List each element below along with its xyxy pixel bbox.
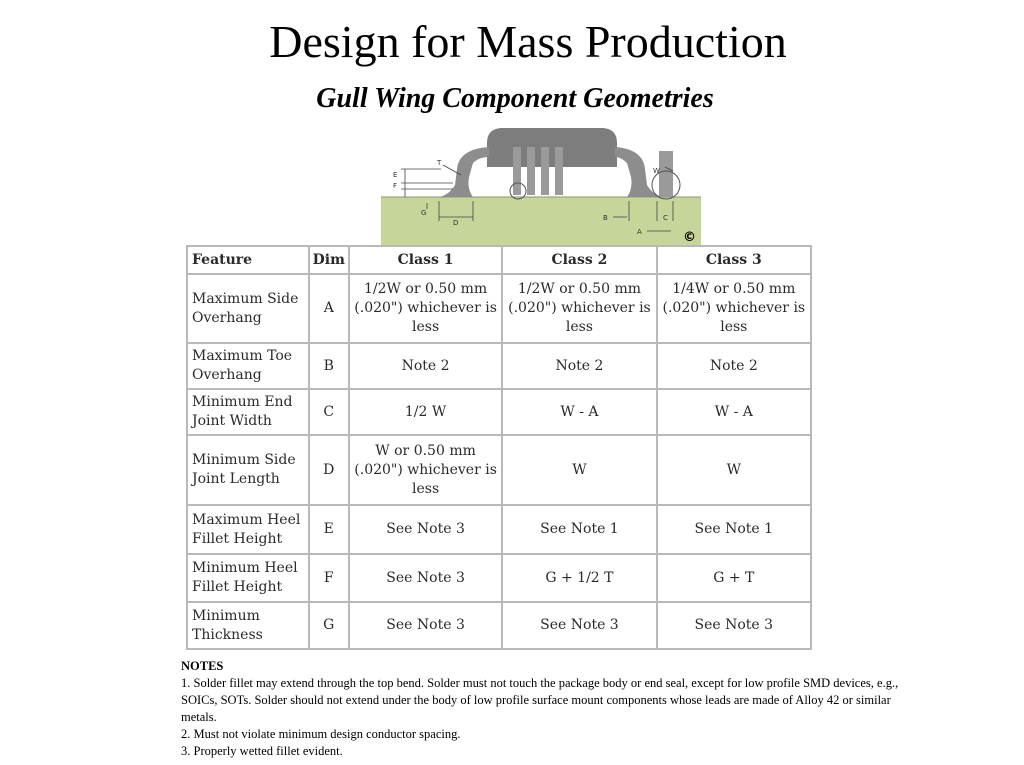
dim-cell: A [309, 274, 349, 343]
table-row [187, 602, 811, 649]
copyright-mark: © [683, 230, 696, 245]
slide-title: Design for Mass Production [269, 16, 787, 67]
class-2-cell: 1/2W or 0.50 mm (.020") whichever is less [502, 274, 656, 343]
header-class-1: Class 1 [349, 246, 502, 274]
diagram-label-g: G [421, 209, 427, 217]
gull-wing-diagram [381, 125, 701, 247]
diagram-label-t: T [437, 159, 442, 167]
header-class-2: Class 2 [502, 246, 656, 274]
class-2-cell: See Note 3 [502, 602, 656, 649]
table-row [187, 343, 811, 389]
class-3-cell: G + T [657, 554, 811, 602]
class-2-cell: G + 1/2 T [502, 554, 656, 602]
feature-cell: Minimum End Joint Width [187, 389, 309, 435]
diagram-label-c: C [663, 214, 668, 222]
notes-section [181, 658, 911, 760]
table-row [187, 389, 811, 435]
diagram-label-b: B [603, 214, 608, 222]
table-row [187, 505, 811, 554]
class-3-cell: W - A [657, 389, 811, 435]
note-3: 3. Properly wetted fillet evident. [181, 744, 343, 758]
header-dim: Dim [309, 246, 349, 274]
diagram-label-e: E [393, 171, 398, 179]
diagram-label-w: W [653, 167, 660, 175]
dim-cell: D [309, 435, 349, 505]
slide-subtitle: Gull Wing Component Geometries [316, 83, 714, 114]
class-3-cell: See Note 1 [657, 505, 811, 554]
class-2-cell: W - A [502, 389, 656, 435]
class-1-cell: 1/2 W [349, 389, 502, 435]
header-feature: Feature [187, 246, 309, 274]
class-2-cell: See Note 1 [502, 505, 656, 554]
feature-cell: Minimum Heel Fillet Height [187, 554, 309, 602]
class-3-cell: See Note 3 [657, 602, 811, 649]
diagram-label-f: F [393, 182, 398, 190]
feature-cell: Minimum Thickness [187, 602, 309, 649]
class-1-cell: 1/2W or 0.50 mm (.020") whichever is less [349, 274, 502, 343]
class-1-cell: Note 2 [349, 343, 502, 389]
feature-cell: Maximum Toe Overhang [187, 343, 309, 389]
dim-cell: F [309, 554, 349, 602]
dim-cell: B [309, 343, 349, 389]
note-1: 1. Solder fillet may extend through the top bend. Solder must not touch the package body or end seal, except for low profile SMD devices, e.g., SOICs, SOTs. Solder should not extend under the body of low profile surface mount components whose leads are made of Alloy 42 or similar metals. [181, 676, 899, 724]
feature-cell: Maximum Heel Fillet Height [187, 505, 309, 554]
diagram-label-d: D [453, 219, 459, 227]
table-row [187, 554, 811, 602]
dim-cell: G [309, 602, 349, 649]
class-1-cell: See Note 3 [349, 505, 502, 554]
feature-cell: Maximum Side Overhang [187, 274, 309, 343]
notes-heading: NOTES [181, 659, 224, 673]
class-2-cell: Note 2 [502, 343, 656, 389]
feature-cell: Minimum Side Joint Length [187, 435, 309, 505]
class-1-cell: W or 0.50 mm (.020") whichever is less [349, 435, 502, 505]
table-header-row [187, 246, 811, 274]
note-2: 2. Must not violate minimum design conductor spacing. [181, 727, 461, 741]
diagram-label-a: A [637, 228, 642, 236]
geometry-spec-table [186, 245, 812, 650]
class-3-cell: Note 2 [657, 343, 811, 389]
table-row [187, 435, 811, 505]
header-class-3: Class 3 [657, 246, 811, 274]
class-1-cell: See Note 3 [349, 602, 502, 649]
class-3-cell: 1/4W or 0.50 mm (.020") whichever is less [657, 274, 811, 343]
class-2-cell: W [502, 435, 656, 505]
dim-cell: E [309, 505, 349, 554]
class-3-cell: W [657, 435, 811, 505]
dim-cell: C [309, 389, 349, 435]
class-1-cell: See Note 3 [349, 554, 502, 602]
table-row [187, 274, 811, 343]
